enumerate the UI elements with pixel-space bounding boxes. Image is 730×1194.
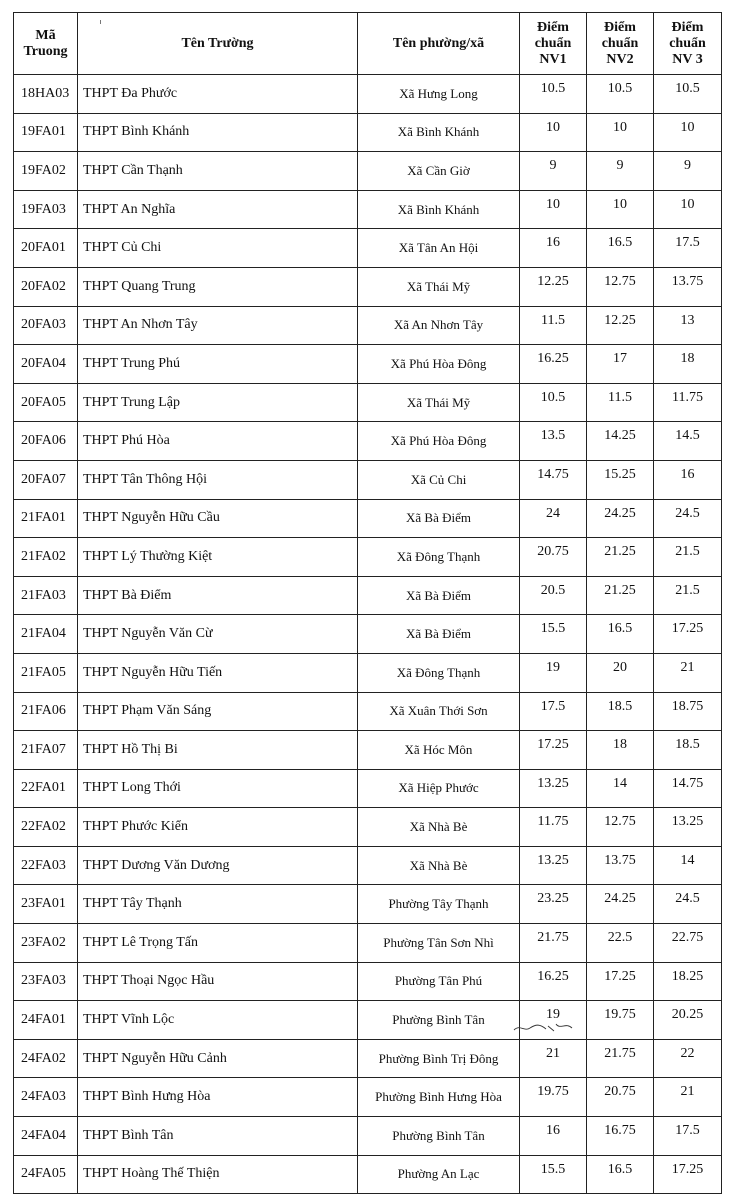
- cell-score-nv3: 22: [654, 1039, 722, 1078]
- cell-school-name: THPT Dương Văn Dương: [78, 846, 358, 885]
- cell-school-code: 21FA01: [14, 499, 78, 538]
- cell-score-nv1: 21.75: [520, 924, 587, 963]
- cell-ward: Xã Đông Thạnh: [358, 653, 520, 692]
- cell-ward: Xã Hưng Long: [358, 75, 520, 114]
- table-row: [14, 962, 722, 1001]
- cell-score-nv1: 12.25: [520, 267, 587, 306]
- cell-school-code: 21FA07: [14, 731, 78, 770]
- cell-ward: Phường Bình Tân: [358, 1117, 520, 1156]
- cell-score-nv2: 18: [587, 731, 654, 770]
- cell-score-nv2: 16.5: [587, 1155, 654, 1194]
- header-ward: Tên phường/xã: [358, 13, 520, 75]
- cell-score-nv2: 14: [587, 769, 654, 808]
- cell-ward: Phường Tân Phú: [358, 962, 520, 1001]
- cell-score-nv3: 13: [654, 306, 722, 345]
- cell-school-name: THPT Bình Tân: [78, 1117, 358, 1156]
- table-row: [14, 538, 722, 577]
- cell-school-name: THPT Bình Khánh: [78, 113, 358, 152]
- cell-score-nv1: 11.5: [520, 306, 587, 345]
- cell-school-code: 21FA05: [14, 653, 78, 692]
- cell-score-nv2: 9: [587, 152, 654, 191]
- cell-ward: Xã Nhà Bè: [358, 808, 520, 847]
- cell-school-name: THPT Vĩnh Lộc: [78, 1001, 358, 1040]
- cell-score-nv3: 18.5: [654, 731, 722, 770]
- cell-score-nv3: 21.5: [654, 576, 722, 615]
- cell-score-nv3: 14.75: [654, 769, 722, 808]
- cell-score-nv1: 16: [520, 229, 587, 268]
- cell-ward: Phường An Lạc: [358, 1155, 520, 1194]
- cell-score-nv1: 10.5: [520, 383, 587, 422]
- cell-score-nv2: 16.75: [587, 1117, 654, 1156]
- table-row: [14, 152, 722, 191]
- cell-ward: Phường Bình Tân: [358, 1001, 520, 1040]
- table-body: [14, 75, 722, 1194]
- cell-score-nv3: 14: [654, 846, 722, 885]
- header-score-nv3: Điểm chuẩn NV 3: [654, 13, 722, 75]
- cell-score-nv2: 16.5: [587, 615, 654, 654]
- cell-score-nv1: 11.75: [520, 808, 587, 847]
- cell-ward: Xã Thái Mỹ: [358, 383, 520, 422]
- table-row: [14, 306, 722, 345]
- cell-school-name: THPT Bình Hưng Hòa: [78, 1078, 358, 1117]
- cell-school-name: THPT Trung Lập: [78, 383, 358, 422]
- cell-score-nv1: 14.75: [520, 460, 587, 499]
- cell-school-name: THPT An Nghĩa: [78, 190, 358, 229]
- table-row: [14, 75, 722, 114]
- cell-score-nv1: 16.25: [520, 962, 587, 1001]
- table-row: [14, 1039, 722, 1078]
- table-row: [14, 1155, 722, 1194]
- cell-score-nv1: 15.5: [520, 1155, 587, 1194]
- cell-school-code: 19FA01: [14, 113, 78, 152]
- table-row: [14, 460, 722, 499]
- table-row: [14, 885, 722, 924]
- cell-school-name: THPT Tân Thông Hội: [78, 460, 358, 499]
- table-row: [14, 653, 722, 692]
- cell-score-nv3: 9: [654, 152, 722, 191]
- cell-school-code: 24FA02: [14, 1039, 78, 1078]
- cell-ward: Xã An Nhơn Tây: [358, 306, 520, 345]
- cell-score-nv3: 20.25: [654, 1001, 722, 1040]
- cell-ward: Xã Củ Chi: [358, 460, 520, 499]
- table-row: [14, 846, 722, 885]
- cell-school-name: THPT Phạm Văn Sáng: [78, 692, 358, 731]
- cell-school-name: THPT Lý Thường Kiệt: [78, 538, 358, 577]
- cell-score-nv3: 22.75: [654, 924, 722, 963]
- cell-school-code: 20FA02: [14, 267, 78, 306]
- cell-school-name: THPT Long Thới: [78, 769, 358, 808]
- cell-school-code: 23FA03: [14, 962, 78, 1001]
- cell-score-nv2: 22.5: [587, 924, 654, 963]
- cell-score-nv2: 24.25: [587, 885, 654, 924]
- cell-score-nv3: 18.25: [654, 962, 722, 1001]
- cell-score-nv1: 19: [520, 1001, 587, 1040]
- header-score-nv2: Điểm chuẩn NV2: [587, 13, 654, 75]
- cell-score-nv1: 15.5: [520, 615, 587, 654]
- table-row: [14, 113, 722, 152]
- cell-ward: Xã Bà Điểm: [358, 576, 520, 615]
- cell-score-nv2: 20: [587, 653, 654, 692]
- cell-ward: Xã Đông Thạnh: [358, 538, 520, 577]
- header-school-name: Tên Trường: [78, 13, 358, 75]
- table-row: [14, 731, 722, 770]
- cell-school-code: 22FA01: [14, 769, 78, 808]
- cell-score-nv2: 10: [587, 190, 654, 229]
- cell-ward: Xã Tân An Hội: [358, 229, 520, 268]
- cell-score-nv1: 10: [520, 190, 587, 229]
- cell-score-nv3: 17.5: [654, 229, 722, 268]
- admission-score-table: [13, 12, 722, 1194]
- cell-score-nv3: 17.25: [654, 1155, 722, 1194]
- cell-school-name: THPT Cần Thạnh: [78, 152, 358, 191]
- cell-score-nv3: 11.75: [654, 383, 722, 422]
- cell-score-nv3: 16: [654, 460, 722, 499]
- cell-school-name: THPT Lê Trọng Tấn: [78, 924, 358, 963]
- cell-school-name: THPT Nguyễn Hữu Tiến: [78, 653, 358, 692]
- cell-school-code: 21FA02: [14, 538, 78, 577]
- cell-ward: Xã Bình Khánh: [358, 113, 520, 152]
- cell-score-nv3: 21: [654, 1078, 722, 1117]
- cell-score-nv2: 13.75: [587, 846, 654, 885]
- cell-school-code: 19FA02: [14, 152, 78, 191]
- cell-score-nv1: 13.25: [520, 769, 587, 808]
- table-row: [14, 615, 722, 654]
- cell-school-name: THPT Củ Chi: [78, 229, 358, 268]
- cell-school-name: THPT Thoại Ngọc Hầu: [78, 962, 358, 1001]
- cell-school-name: THPT Tây Thạnh: [78, 885, 358, 924]
- cell-ward: Xã Thái Mỹ: [358, 267, 520, 306]
- cell-school-name: THPT Quang Trung: [78, 267, 358, 306]
- cell-score-nv1: 23.25: [520, 885, 587, 924]
- cell-school-name: THPT An Nhơn Tây: [78, 306, 358, 345]
- cell-score-nv3: 18: [654, 345, 722, 384]
- cell-score-nv2: 12.75: [587, 267, 654, 306]
- cell-school-code: 23FA02: [14, 924, 78, 963]
- cell-score-nv1: 10.5: [520, 75, 587, 114]
- cell-score-nv2: 20.75: [587, 1078, 654, 1117]
- cell-score-nv2: 11.5: [587, 383, 654, 422]
- table-row: [14, 1078, 722, 1117]
- cell-score-nv3: 13.75: [654, 267, 722, 306]
- cell-score-nv1: 13.25: [520, 846, 587, 885]
- cell-school-name: THPT Hồ Thị Bi: [78, 731, 358, 770]
- cell-score-nv3: 21: [654, 653, 722, 692]
- table-row: [14, 345, 722, 384]
- cell-score-nv1: 17.25: [520, 731, 587, 770]
- cell-school-code: 19FA03: [14, 190, 78, 229]
- table-row: [14, 769, 722, 808]
- cell-score-nv1: 21: [520, 1039, 587, 1078]
- cell-score-nv2: 17: [587, 345, 654, 384]
- cell-school-name: THPT Nguyễn Văn Cừ: [78, 615, 358, 654]
- cell-ward: Xã Cần Giờ: [358, 152, 520, 191]
- cell-score-nv1: 17.5: [520, 692, 587, 731]
- cell-score-nv1: 16.25: [520, 345, 587, 384]
- cell-ward: Phường Tây Thạnh: [358, 885, 520, 924]
- cell-score-nv2: 17.25: [587, 962, 654, 1001]
- cell-school-name: THPT Hoàng Thế Thiện: [78, 1155, 358, 1194]
- cell-ward: Xã Phú Hòa Đông: [358, 422, 520, 461]
- cell-school-code: 20FA06: [14, 422, 78, 461]
- table-row: [14, 1001, 722, 1040]
- cell-school-code: 22FA03: [14, 846, 78, 885]
- cell-score-nv1: 16: [520, 1117, 587, 1156]
- cell-school-name: THPT Đa Phước: [78, 75, 358, 114]
- cell-ward: Xã Bình Khánh: [358, 190, 520, 229]
- table-row: [14, 692, 722, 731]
- cell-school-code: 21FA03: [14, 576, 78, 615]
- table-row: [14, 499, 722, 538]
- cell-score-nv3: 13.25: [654, 808, 722, 847]
- cell-score-nv2: 16.5: [587, 229, 654, 268]
- cell-score-nv2: 14.25: [587, 422, 654, 461]
- cell-ward: Xã Hóc Môn: [358, 731, 520, 770]
- cell-score-nv2: 12.25: [587, 306, 654, 345]
- cell-score-nv3: 14.5: [654, 422, 722, 461]
- cell-score-nv1: 10: [520, 113, 587, 152]
- header-school-code: Mã Truong: [14, 13, 78, 75]
- cell-school-code: 24FA03: [14, 1078, 78, 1117]
- cell-school-code: 20FA01: [14, 229, 78, 268]
- cell-school-code: 24FA01: [14, 1001, 78, 1040]
- cell-ward: Phường Bình Hưng Hòa: [358, 1078, 520, 1117]
- table-row: [14, 924, 722, 963]
- cell-score-nv1: 9: [520, 152, 587, 191]
- header-row: [14, 13, 722, 75]
- table-row: [14, 422, 722, 461]
- cell-school-code: 18HA03: [14, 75, 78, 114]
- cell-score-nv2: 12.75: [587, 808, 654, 847]
- cell-score-nv3: 17.25: [654, 615, 722, 654]
- cell-school-code: 23FA01: [14, 885, 78, 924]
- cell-school-code: 24FA05: [14, 1155, 78, 1194]
- cell-score-nv1: 19.75: [520, 1078, 587, 1117]
- cell-score-nv3: 10.5: [654, 75, 722, 114]
- cell-school-code: 21FA06: [14, 692, 78, 731]
- cell-school-code: 20FA03: [14, 306, 78, 345]
- cell-score-nv3: 17.5: [654, 1117, 722, 1156]
- table-row: [14, 190, 722, 229]
- cell-school-name: THPT Phước Kiển: [78, 808, 358, 847]
- table-row: [14, 1117, 722, 1156]
- cell-ward: Phường Tân Sơn Nhì: [358, 924, 520, 963]
- cell-score-nv1: 20.75: [520, 538, 587, 577]
- table-row: [14, 383, 722, 422]
- cell-score-nv2: 10.5: [587, 75, 654, 114]
- cell-score-nv3: 10: [654, 113, 722, 152]
- table-row: [14, 808, 722, 847]
- cell-score-nv1: 24: [520, 499, 587, 538]
- cell-score-nv1: 13.5: [520, 422, 587, 461]
- cell-ward: Xã Phú Hòa Đông: [358, 345, 520, 384]
- cell-school-code: 20FA05: [14, 383, 78, 422]
- table-row: [14, 576, 722, 615]
- cell-school-name: THPT Bà Điểm: [78, 576, 358, 615]
- cell-ward: Xã Xuân Thới Sơn: [358, 692, 520, 731]
- cell-score-nv2: 15.25: [587, 460, 654, 499]
- cell-school-code: 24FA04: [14, 1117, 78, 1156]
- cell-score-nv3: 24.5: [654, 499, 722, 538]
- cell-score-nv1: 19: [520, 653, 587, 692]
- header-score-nv1: Điểm chuẩn NV1: [520, 13, 587, 75]
- cell-score-nv2: 18.5: [587, 692, 654, 731]
- cell-score-nv2: 21.75: [587, 1039, 654, 1078]
- cell-school-code: 22FA02: [14, 808, 78, 847]
- cell-score-nv1: 20.5: [520, 576, 587, 615]
- cell-school-code: 20FA07: [14, 460, 78, 499]
- cell-score-nv2: 19.75: [587, 1001, 654, 1040]
- cell-school-code: 20FA04: [14, 345, 78, 384]
- cell-score-nv2: 21.25: [587, 538, 654, 577]
- cell-ward: Phường Bình Trị Đông: [358, 1039, 520, 1078]
- cell-score-nv2: 24.25: [587, 499, 654, 538]
- cell-school-name: THPT Phú Hòa: [78, 422, 358, 461]
- cell-school-code: 21FA04: [14, 615, 78, 654]
- cell-score-nv3: 21.5: [654, 538, 722, 577]
- cell-school-name: THPT Nguyễn Hữu Cầu: [78, 499, 358, 538]
- cell-ward: Xã Hiệp Phước: [358, 769, 520, 808]
- cell-score-nv3: 10: [654, 190, 722, 229]
- table-header: [14, 13, 722, 75]
- cell-score-nv2: 21.25: [587, 576, 654, 615]
- cell-school-name: THPT Nguyễn Hữu Cảnh: [78, 1039, 358, 1078]
- table-row: [14, 267, 722, 306]
- cell-ward: Xã Bà Điểm: [358, 615, 520, 654]
- cell-ward: Xã Bà Điểm: [358, 499, 520, 538]
- cell-school-name: THPT Trung Phú: [78, 345, 358, 384]
- cell-ward: Xã Nhà Bè: [358, 846, 520, 885]
- cell-score-nv3: 18.75: [654, 692, 722, 731]
- cell-score-nv2: 10: [587, 113, 654, 152]
- cell-score-nv3: 24.5: [654, 885, 722, 924]
- table-row: [14, 229, 722, 268]
